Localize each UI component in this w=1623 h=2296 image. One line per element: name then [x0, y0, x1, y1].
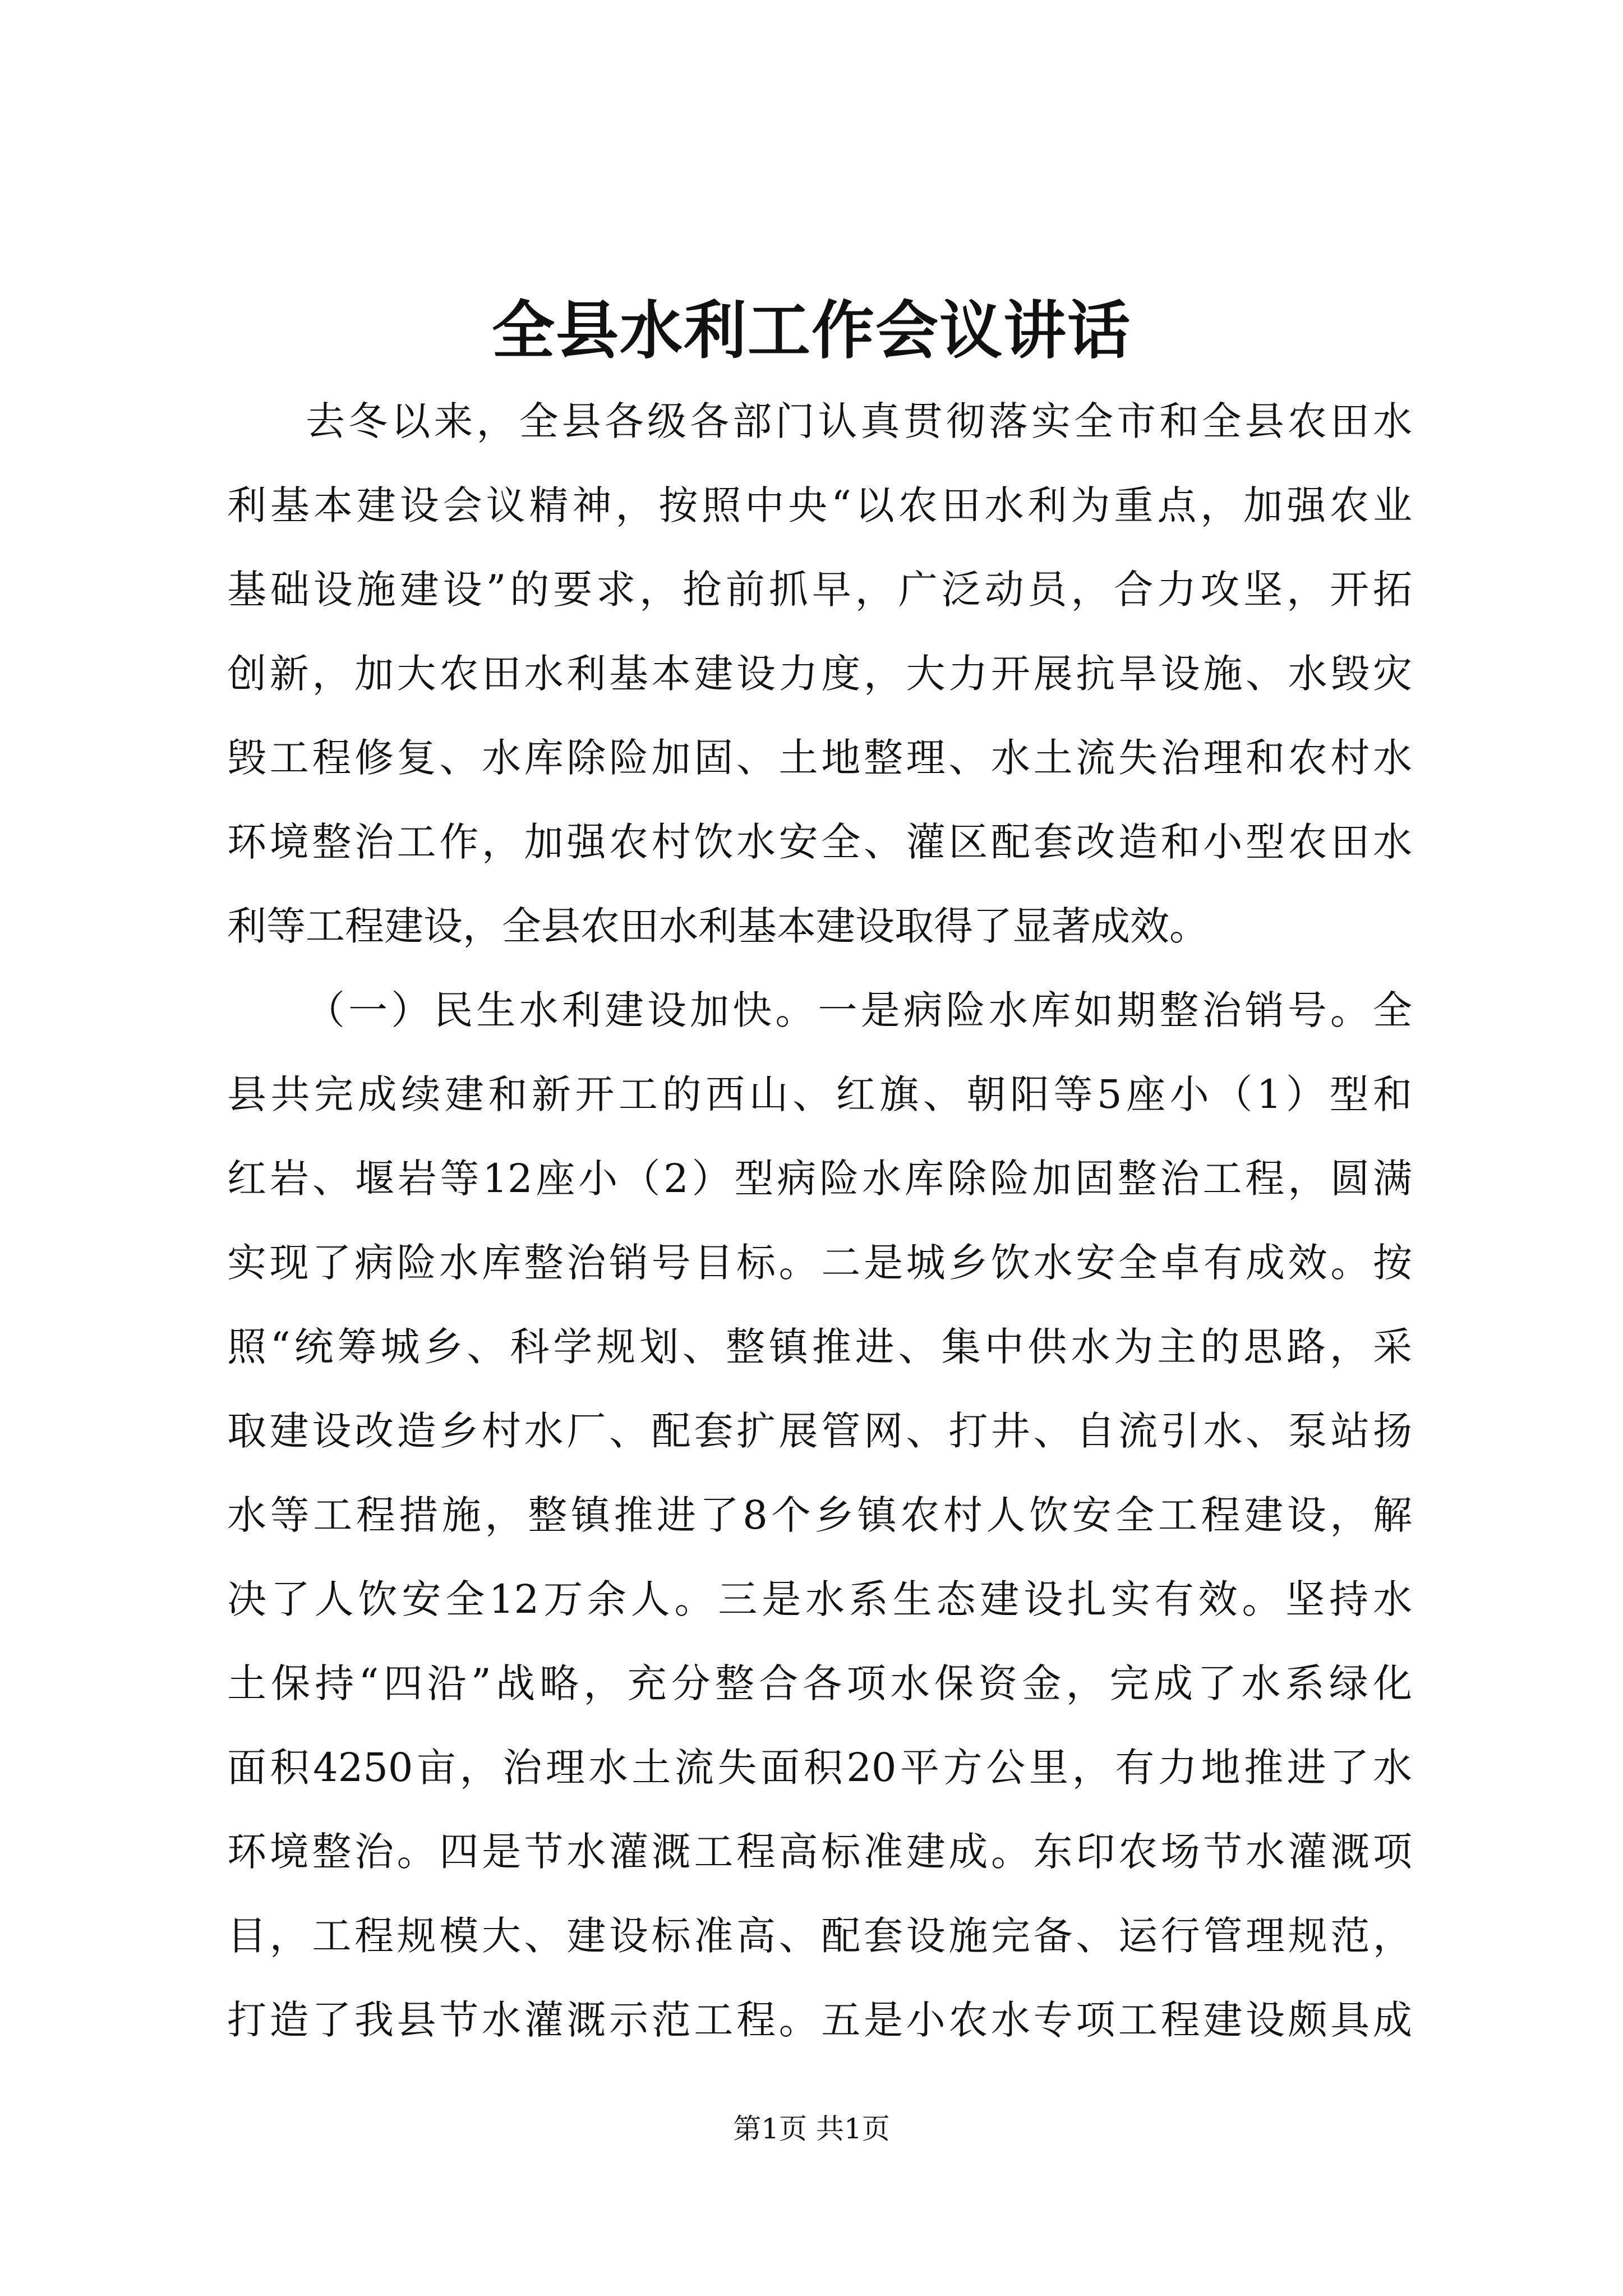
- document-title: 全县水利工作会议讲话: [492, 294, 1131, 367]
- text-line: 基础设施建设”的要求，抢前抓早，广泛动员，合力攻坚，开拓: [227, 567, 1412, 613]
- text-line: 毁工程修复、水库除险加固、土地整理、水土流失治理和农村水: [227, 735, 1412, 781]
- text-line: 利基本建设会议精神，按照中央“以农田水利为重点，加强农业: [227, 482, 1412, 528]
- text-line: 环境整治工作，加强农村饮水安全、灌区配套改造和小型农田水: [227, 819, 1412, 865]
- text-line: 土保持“四沿”战略，充分整合各项水保资金，完成了水系绿化: [227, 1660, 1412, 1706]
- text-line: 实现了病险水库整治销号目标。二是城乡饮水安全卓有成效。按: [227, 1240, 1412, 1286]
- text-line: 创新，加大农田水利基本建设力度，大力开展抗旱设施、水毁灾: [227, 651, 1412, 697]
- text-line: 照“统筹城乡、科学规划、整镇推进、集中供水为主的思路，采: [227, 1324, 1412, 1370]
- text-line: 面积4250亩，治理水土流失面积20平方公里，有力地推进了水: [227, 1745, 1412, 1791]
- text-line: 红岩、堰岩等12座小（2）型病险水库除险加固整治工程，圆满: [227, 1156, 1412, 1202]
- text-line: 去冬以来，全县各级各部门认真贯彻落实全市和全县农田水: [306, 398, 1412, 444]
- text-line: 取建设改造乡村水厂、配套扩展管网、打井、自流引水、泵站扬: [227, 1408, 1412, 1454]
- text-line: 利等工程建设，全县农田水利基本建设取得了显著成效。: [227, 903, 1209, 949]
- text-line: 目，工程规模大、建设标准高、配套设施完备、运行管理规范，: [227, 1913, 1412, 1959]
- text-line: 环境整治。四是节水灌溉工程高标准建成。东印农场节水灌溉项: [227, 1829, 1412, 1875]
- text-line: （一）民生水利建设加快。一是病险水库如期整治销号。全: [306, 987, 1412, 1033]
- page-footer: 第1页 共1页: [733, 2113, 890, 2145]
- text-line: 水等工程措施，整镇推进了8个乡镇农村人饮安全工程建设，解: [227, 1492, 1412, 1538]
- text-line: 县共完成续建和新开工的西山、红旗、朝阳等5座小（1）型和: [227, 1071, 1412, 1117]
- text-line: 打造了我县节水灌溉示范工程。五是小农水专项工程建设颇具成: [227, 1997, 1412, 2043]
- text-line: 决了人饮安全12万余人。三是水系生态建设扎实有效。坚持水: [227, 1576, 1412, 1622]
